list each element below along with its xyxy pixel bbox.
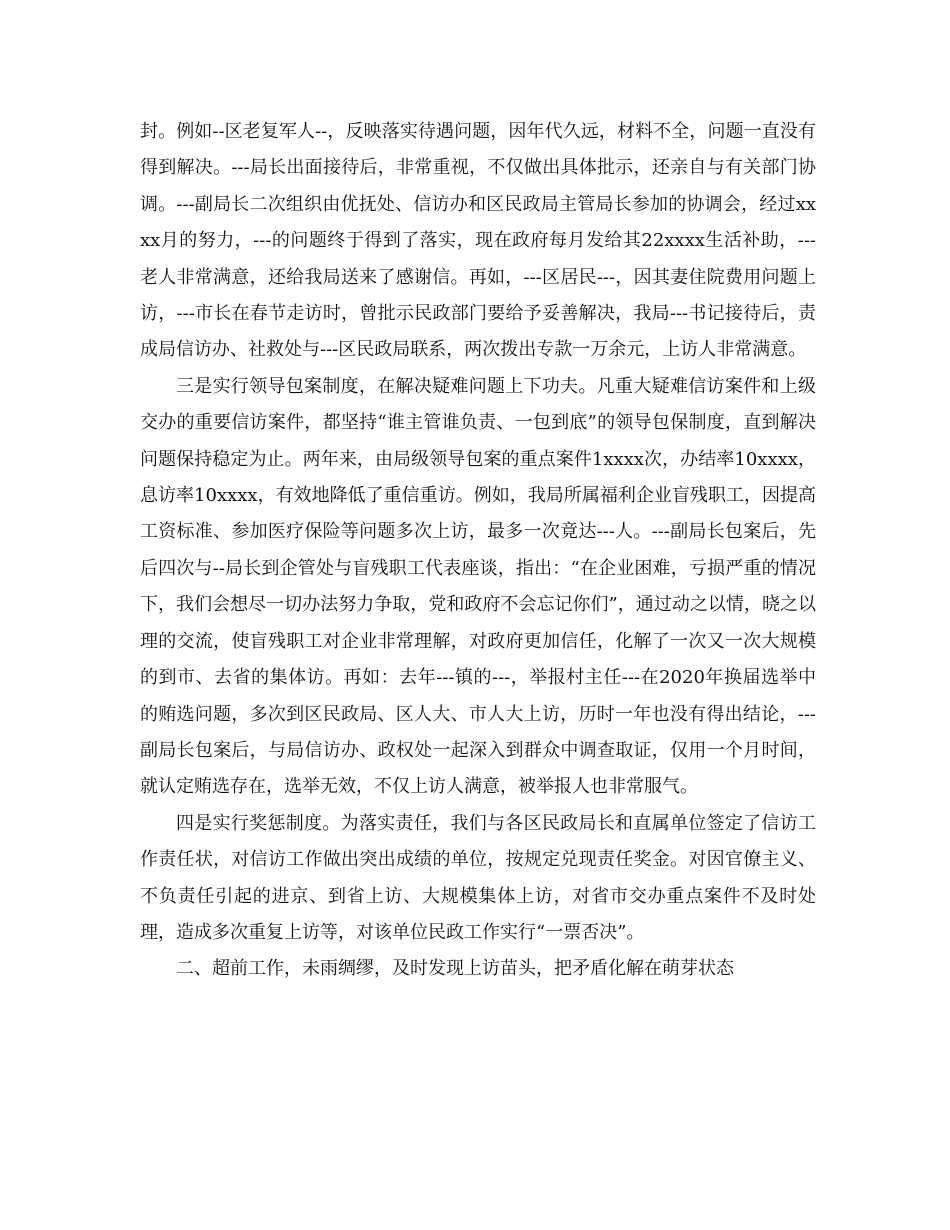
section-heading: 二、超前工作，未雨绸缪，及时发现上访苗头，把矛盾化解在萌芽状态 [176, 958, 734, 980]
paragraph-continued: 封。例如--区老复军人--，反映落实待遇问题，因年代久远，材料不全，问题一直没有得到解决。---局长出面接待后，非常重视，不仅做出具体批示，还亲自与有关部门协调。---副局长二次组织由优抚处、信访办和区民政局主管局长参加的协调会，经过xxxx月的努力，---的问题终于得到了落实，现在政府每月发给其22xxxx生活补助，---老人非常满意，还给我局送来了感谢信。再如，---区居民---，因其妻住院费用问题上访，---市长在春节走访时，曾批示民政部门要给予妥善解决，我局---书记接待后，责成局信访办、社救处与---区民政局联系，两次拨出专款一万余元，上访人非常满意。 [140, 121, 816, 361]
paragraph-reward-penalty-system: 四是实行奖惩制度。为落实责任，我们与各区民政局长和直属单位签定了信访工作责任状，对信访工作做出突出成绩的单位，按规定兑现责任奖金。对因官僚主义、不负责任引起的进京、到省上访、大规模集体上访，对省市交办重点案件不及时处理，造成多次重复上访等，对该单位民政工作实行“一票否决”。 [140, 812, 816, 943]
paragraph-leadership-case-system: 三是实行领导包案制度，在解决疑难问题上下功夫。凡重大疑难信访案件和上级交办的重要信访案件，都坚持“谁主管谁负责、一包到底”的领导包保制度，直到解决问题保持稳定为止。两年来，由局级领导包案的重点案件1xxxx次，办结率10xxxx，息访率10xxxx，有效地降低了重信重访。例如，我局所属福利企业盲残职工，因提高工资标准、参加医疗保险等问题多次上访，最多一次竟达---人。---副局长包案后，先后四次与--局长到企管处与盲残职工代表座谈，指出：“在企业困难，亏损严重的情况下，我们会想尽一切办法努力争取，党和政府不会忘记你们”，通过动之以情，晓之以理的交流，使盲残职工对企业非常理解，对政府更加信任，化解了一次又一次大规模的到市、去省的集体访。再如：去年---镇的---，举报村主任---在2020年换届选举中的贿选问题，多次到区民政局、区人大、市人大上访，历时一年也没有得出结论，---副局长包案后，与局信访办、政权处一起深入到群众中调查取证，仅用一个月时间，就认定贿选存在，选举无效，不仅上访人满意，被举报人也非常服气。 [140, 375, 816, 798]
document-body [140, 114, 816, 988]
